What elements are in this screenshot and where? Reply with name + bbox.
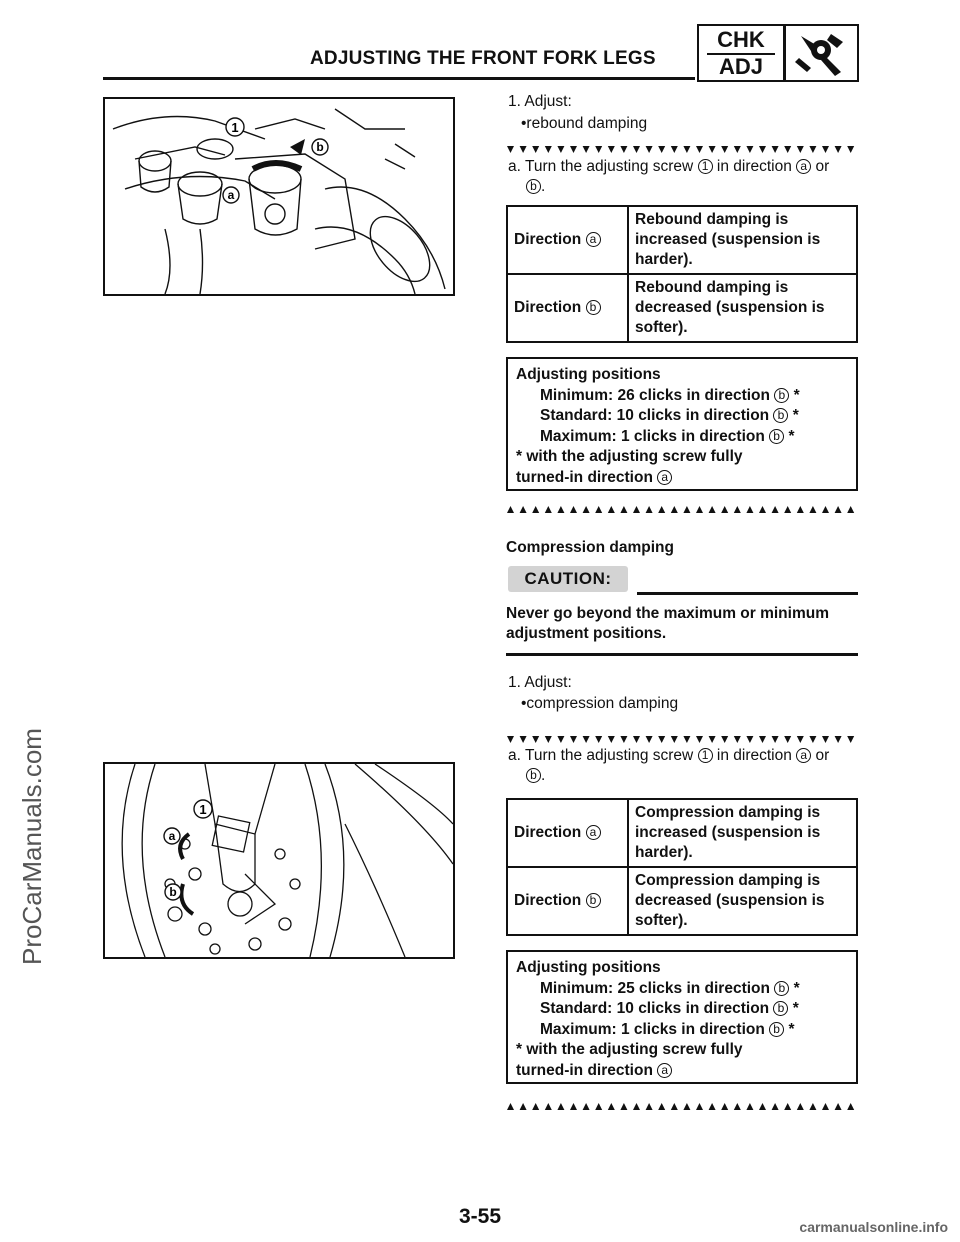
triangle-up-icon [784,506,791,513]
triangle-up-icon [633,1103,640,1110]
cell-text: Direction [514,299,582,316]
compression-heading: Compression damping [506,539,674,556]
s1-substep-text1: Turn the adjusting screw [524,158,694,175]
note-text: turned-in direction [516,468,653,486]
s2-row-b-label [507,867,628,935]
triangle-down-icon [822,146,829,153]
triangle-down-icon [784,736,791,743]
s1-substep-text3: or [815,158,830,175]
triangle-down-icon [683,146,690,153]
triangle-up-icon [759,506,766,513]
triangle-down-icon [608,736,615,743]
pos-text: Standard: 10 clicks in direction [540,407,770,424]
triangle-down-icon [734,146,741,153]
s1-pos-max [516,427,848,448]
s1-row-a-label [507,206,628,274]
triangle-up-icon [595,1103,602,1110]
star: * [792,1000,799,1017]
s2-row-a-label [507,799,628,867]
fig2-callout-a: a [168,829,176,843]
triangle-up-icon [658,506,665,513]
fig2-callout-1: 1 [199,802,207,817]
s2-pos-title: Adjusting positions [516,959,661,976]
triangle-up-icon [545,1103,552,1110]
triangle-down-icon [658,146,665,153]
s1-step-label: Adjust: [524,93,572,110]
triangle-down-icon [683,736,690,743]
triangle-down-icon [532,146,539,153]
fork-top-rebound-adjuster-illustration [105,99,453,294]
star: * [793,386,800,404]
triangle-up-icon [570,506,577,513]
triangle-down-icon [847,736,854,743]
fig1-callout-a: a [227,188,235,202]
triangle-up-icon [557,506,564,513]
caution-rule [637,592,858,595]
table-row [507,206,857,274]
triangle-down-icon [557,736,564,743]
s2-substep-end: . [541,767,546,784]
header-rule [103,77,695,80]
pos-text: Minimum: 26 clicks in direction [540,386,770,404]
triangle-down-icon [696,146,703,153]
triangle-down-icon [847,146,854,153]
triangle-up-icon [746,1103,753,1110]
chk-adj-badge [697,24,859,82]
triangle-up-icon [608,506,615,513]
triangle-down-icon [595,146,602,153]
page-title: ADJUSTING THE FRONT FORK LEGS [310,48,656,69]
s1-marker-b: b [526,179,541,194]
s1-step-num: 1. [508,93,521,110]
s1-step [508,92,572,112]
s1-direction-table [506,205,858,343]
marker-a: a [586,825,601,840]
wrench-fork-icon [791,28,855,78]
table-row [507,274,857,342]
triangle-up-icon [847,1103,854,1110]
triangle-up-icon [683,1103,690,1110]
s2-row-a-desc: Compression damping is increased (suspension is harder). [628,799,857,867]
s2-marker-a: a [796,748,811,763]
pos-text: Minimum: 25 clicks in direction [540,979,770,997]
s2-pos-note2 [516,1061,848,1082]
s1-pos-note2 [516,468,848,489]
s1-pos-title: Adjusting positions [516,366,661,383]
s2-substep-text3: or [815,747,830,764]
s2-pos-std [516,999,848,1020]
triangle-up-icon [784,1103,791,1110]
triangle-up-icon [847,506,854,513]
s1-pos-std [516,406,848,427]
s2-substep-text2: in direction [716,747,792,764]
s2-direction-table [506,798,858,936]
marker-b: b [774,388,789,403]
triangle-down-icon [658,736,665,743]
figure-rebound-adjuster [103,97,455,296]
fig1-callout-b: b [316,140,324,154]
s1-marker-a: a [796,159,811,174]
triangle-down-icon [759,736,766,743]
triangle-up-icon [532,1103,539,1110]
s2-substep-text1: Turn the adjusting screw [524,747,694,764]
triangle-up-icon [671,506,678,513]
s2-bullet: •compression damping [521,695,679,712]
star: * [792,407,799,424]
triangle-up-icon [759,1103,766,1110]
badge-chk-label: CHK [717,27,765,52]
s2-tri-up-row [505,1102,861,1111]
s2-marker-1: 1 [698,748,713,763]
triangle-down-icon [772,736,779,743]
marker-b: b [769,1022,784,1037]
triangle-up-icon [709,1103,716,1110]
triangle-up-icon [507,506,514,513]
s2-adjusting-positions [506,950,858,1084]
s1-bullet: •rebound damping [521,115,648,132]
triangle-down-icon [570,146,577,153]
s2-step-num: 1. [508,674,521,691]
triangle-up-icon [734,506,741,513]
s1-row-a-desc: Rebound damping is increased (suspension is harder). [628,206,857,274]
triangle-down-icon [570,736,577,743]
marker-b: b [769,429,784,444]
marker-b: b [586,300,601,315]
s2-pos-note1: * with the adjusting screw fully [516,1041,743,1058]
triangle-down-icon [620,146,627,153]
triangle-down-icon [583,736,590,743]
triangle-down-icon [507,736,514,743]
triangle-up-icon [570,1103,577,1110]
s2-row-b-desc: Compression damping is decreased (suspension is softer). [628,867,857,935]
star: * [793,979,800,997]
triangle-down-icon [595,736,602,743]
triangle-down-icon [772,146,779,153]
note-text: turned-in direction [516,1061,653,1079]
triangle-up-icon [734,1103,741,1110]
triangle-up-icon [822,1103,829,1110]
triangle-down-icon [633,736,640,743]
triangle-up-icon [835,506,842,513]
triangle-down-icon [671,146,678,153]
triangle-up-icon [620,506,627,513]
triangle-down-icon [835,736,842,743]
triangle-down-icon [746,146,753,153]
s1-adjusting-positions [506,357,858,491]
triangle-up-icon [809,506,816,513]
cell-text: Direction [514,892,582,909]
triangle-down-icon [696,736,703,743]
s2-step [508,673,572,693]
marker-a: a [586,232,601,247]
s1-substep-cont [526,177,545,197]
triangle-up-icon [772,506,779,513]
triangle-down-icon [520,736,527,743]
triangle-up-icon [809,1103,816,1110]
badge-split [783,26,786,80]
cell-text: Direction [514,824,582,841]
triangle-up-icon [671,1103,678,1110]
triangle-up-icon [520,1103,527,1110]
s1-substep-text2: in direction [716,158,792,175]
triangle-up-icon [721,506,728,513]
triangle-down-icon [545,736,552,743]
s2-pos-max [516,1020,848,1041]
triangle-down-icon [646,146,653,153]
triangle-down-icon [520,146,527,153]
triangle-up-icon [532,506,539,513]
marker-b: b [773,408,788,423]
s1-pos-note1: * with the adjusting screw fully [516,448,743,465]
badge-adj-label: ADJ [718,54,763,79]
table-row [507,799,857,867]
triangle-down-icon [608,146,615,153]
triangle-up-icon [507,1103,514,1110]
pos-text: Maximum: 1 clicks in direction [540,1020,765,1038]
s1-pos-min [516,386,848,407]
fork-bottom-compression-adjuster-illustration [105,764,453,957]
triangle-down-icon [671,736,678,743]
triangle-up-icon [797,1103,804,1110]
caution-text: Never go beyond the maximum or minimum adjustment positions. [506,605,829,642]
triangle-up-icon [557,1103,564,1110]
pos-text: Standard: 10 clicks in direction [540,1000,770,1017]
triangle-up-icon [822,506,829,513]
caution-label: CAUTION: [508,566,628,592]
s1-marker-1: 1 [698,159,713,174]
triangle-down-icon [721,146,728,153]
triangle-down-icon [797,146,804,153]
triangle-down-icon [507,146,514,153]
pos-text: Maximum: 1 clicks in direction [540,427,765,445]
s2-substep-prefix: a. [508,747,521,764]
cell-text: Direction [514,231,582,248]
s1-substep [508,157,860,177]
triangle-down-icon [809,146,816,153]
triangle-down-icon [532,736,539,743]
triangle-down-icon [835,146,842,153]
triangle-down-icon [784,146,791,153]
s1-tri-down-row [505,145,861,154]
s1-substep-prefix: a. [508,158,521,175]
triangle-up-icon [709,506,716,513]
triangle-up-icon [608,1103,615,1110]
marker-b: b [774,981,789,996]
marker-a: a [657,1063,672,1078]
s1-row-b-desc: Rebound damping is decreased (suspension is softer). [628,274,857,342]
triangle-down-icon [721,736,728,743]
s1-substep-end: . [541,178,546,195]
triangle-down-icon [797,736,804,743]
triangle-up-icon [633,506,640,513]
s2-marker-b: b [526,768,541,783]
figure-compression-adjuster [103,762,455,959]
triangle-down-icon [620,736,627,743]
triangle-down-icon [759,146,766,153]
triangle-up-icon [746,506,753,513]
triangle-down-icon [545,146,552,153]
s2-tri-down-row [505,735,861,744]
s1-tri-up-row [505,505,861,514]
s2-step-label: Adjust: [524,674,572,691]
triangle-up-icon [721,1103,728,1110]
triangle-up-icon [683,506,690,513]
triangle-down-icon [822,736,829,743]
triangle-down-icon [734,736,741,743]
marker-b: b [586,893,601,908]
triangle-down-icon [633,146,640,153]
s2-pos-min [516,979,848,1000]
triangle-up-icon [646,506,653,513]
marker-b: b [773,1001,788,1016]
triangle-up-icon [520,506,527,513]
triangle-down-icon [583,146,590,153]
star: * [788,1020,795,1038]
triangle-up-icon [595,506,602,513]
side-watermark: ProCarManuals.com [17,728,47,965]
triangle-up-icon [583,506,590,513]
s1-row-b-label [507,274,628,342]
marker-a: a [657,470,672,485]
triangle-down-icon [709,736,716,743]
triangle-down-icon [809,736,816,743]
triangle-up-icon [696,1103,703,1110]
triangle-up-icon [620,1103,627,1110]
triangle-down-icon [746,736,753,743]
triangle-up-icon [545,506,552,513]
s2-substep-cont [526,766,545,786]
triangle-down-icon [709,146,716,153]
triangle-up-icon [797,506,804,513]
triangle-down-icon [646,736,653,743]
fig2-callout-b: b [169,885,177,899]
star: * [788,427,795,445]
triangle-down-icon [557,146,564,153]
triangle-up-icon [835,1103,842,1110]
footer-site: carmanualsonline.info [799,1219,948,1235]
triangle-up-icon [583,1103,590,1110]
page-number: 3-55 [458,1205,502,1228]
caution-end-rule [506,653,858,656]
triangle-up-icon [696,506,703,513]
table-row [507,867,857,935]
triangle-up-icon [646,1103,653,1110]
s2-substep [508,746,860,766]
triangle-up-icon [772,1103,779,1110]
triangle-up-icon [658,1103,665,1110]
fig1-callout-1: 1 [231,120,239,135]
